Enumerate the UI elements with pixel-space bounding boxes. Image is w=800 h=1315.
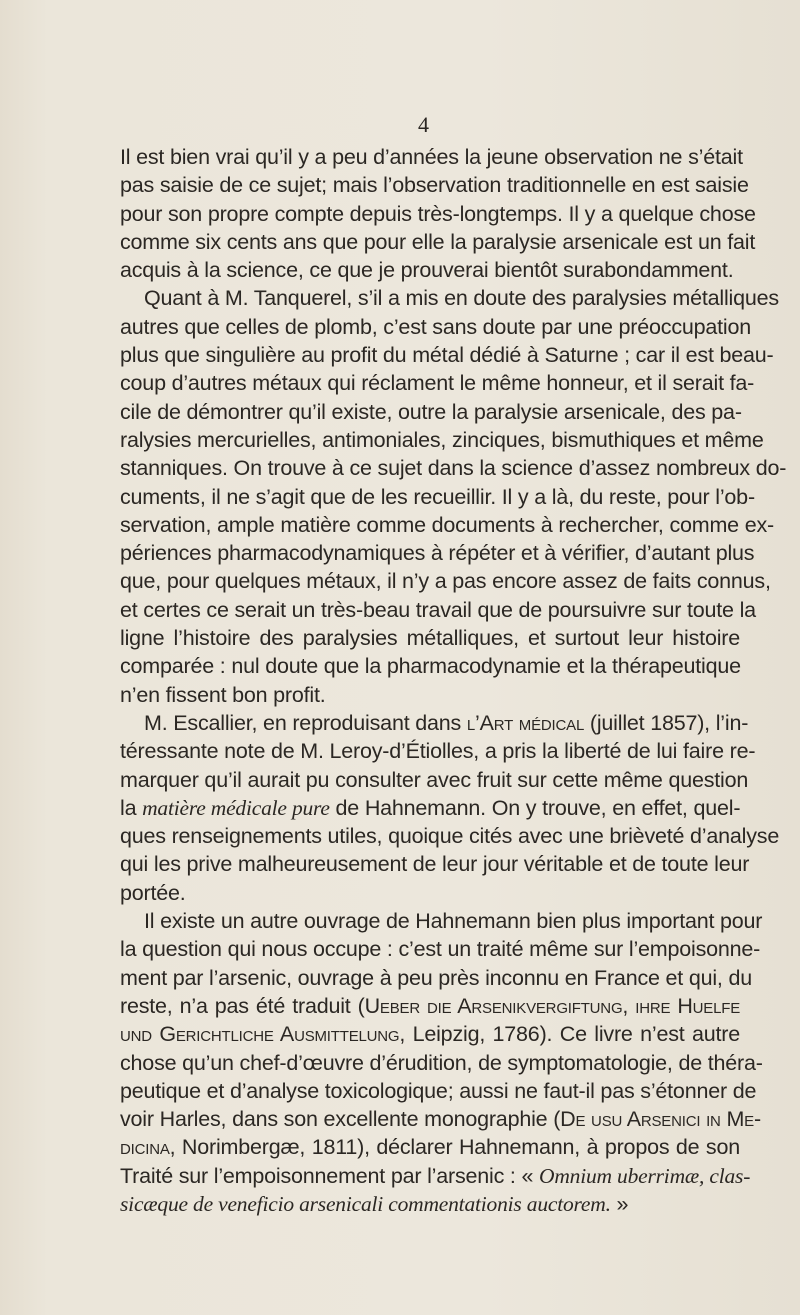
text-run: plus que singulière au profit du métal dédié à Saturne ; car il est beau- bbox=[120, 343, 774, 368]
text-line bbox=[120, 511, 774, 539]
text-run: Il est bien vrai qu’il y a peu d’années la jeune observation ne s’était bbox=[120, 145, 743, 169]
text-line bbox=[120, 1020, 740, 1048]
text-run: ligne l’histoire des paralysies métalliques, et surtout leur histoire bbox=[120, 626, 740, 651]
italic-text: matière médicale pure bbox=[142, 795, 330, 820]
text-run: servation, ample matière comme documents à rechercher, comme ex- bbox=[120, 512, 774, 537]
text-line bbox=[120, 624, 740, 652]
text-run: Quant à M. Tanquerel, s’il a mis en doute des paralysies métalliques bbox=[144, 286, 779, 311]
text-run: , Leipzig, 1786). Ce livre n’est autre bbox=[399, 1022, 740, 1047]
text-line bbox=[120, 426, 764, 454]
paragraph bbox=[120, 709, 780, 907]
small-caps-text: l’Art médical bbox=[466, 710, 585, 735]
text-line bbox=[120, 652, 740, 680]
text-run: stanniques. On trouve à ce sujet dans la science d’assez nombreux do- bbox=[120, 456, 787, 481]
text-run: n’en fissent bon profit. bbox=[120, 682, 326, 707]
text-line bbox=[120, 228, 756, 256]
text-line bbox=[120, 454, 787, 482]
text-line bbox=[120, 822, 780, 850]
text-run: marquer qu’il aurait pu consulter avec fruit sur cette même question bbox=[120, 767, 749, 792]
text-line bbox=[120, 681, 740, 709]
text-run: comparée : nul doute que la pharmacodynamie et la thérapeutique bbox=[120, 654, 741, 679]
text-run: acquis à la science, ce que je prouverai bientôt surabondamment. bbox=[120, 258, 734, 283]
italic-text: Omnium uberrimæ, clas- bbox=[539, 1163, 751, 1188]
small-caps-text: und Gerichtliche Ausmittelung bbox=[120, 1022, 400, 1047]
text-run: pas saisie de ce sujet; mais l’observation traditionnelle en est saisie bbox=[120, 173, 749, 198]
text-run: cile de démontrer qu’il existe, outre la paralysie arsenicale, des pa- bbox=[120, 399, 742, 424]
small-caps-text: dicina bbox=[120, 1135, 170, 1160]
text-line bbox=[120, 284, 779, 312]
text-run: chose qu’un chef-d’œuvre d’érudition, de symptomatologie, de théra- bbox=[120, 1050, 763, 1075]
text-line bbox=[120, 794, 740, 822]
small-caps-text: Ueber die Arsenikvergiftung, ihre Huelfe bbox=[364, 993, 740, 1018]
text-run: la question qui nous occupe : c’est un traité même sur l’empoisonne- bbox=[120, 937, 761, 962]
body-text bbox=[120, 143, 787, 1218]
text-run: cuments, il ne s’agit que de les recueillir. Il y a là, du reste, pour l’ob- bbox=[120, 484, 755, 509]
text-line bbox=[120, 1190, 740, 1218]
text-run: pour son propre compte depuis très-longtemps. Il y a quelque chose bbox=[120, 201, 756, 226]
text-run: Il existe un autre ouvrage de Hahnemann bien plus important pour bbox=[144, 909, 763, 934]
text-run: peutique et d’analyse toxicologique; aussi ne faut-il pas s’étonner de bbox=[120, 1078, 757, 1103]
text-line bbox=[120, 341, 774, 369]
text-line bbox=[120, 369, 755, 397]
text-line bbox=[120, 483, 755, 511]
text-line bbox=[120, 143, 743, 171]
text-line bbox=[120, 1133, 740, 1161]
text-line bbox=[120, 398, 740, 426]
text-run: téressante note de M. Leroy-d’Étiolles, a pris la liberté de lui faire re- bbox=[120, 739, 756, 764]
text-line bbox=[120, 766, 749, 794]
text-line bbox=[120, 1049, 763, 1077]
text-line bbox=[120, 1162, 751, 1190]
text-run: voir Harles, dans son excellente monographie ( bbox=[120, 1107, 561, 1132]
text-run: coup d’autres métaux qui réclament le même honneur, et il serait fa- bbox=[120, 371, 755, 396]
text-line bbox=[120, 935, 761, 963]
text-run: ralysies mercurielles, antimoniales, zinciques, bismuthiques et même bbox=[120, 427, 764, 452]
text-run: de Hahnemann. On y trouve, en effet, quel- bbox=[329, 795, 741, 820]
text-line bbox=[120, 850, 750, 878]
text-line bbox=[120, 737, 756, 765]
text-run: Traité sur l’empoisonnement par l’arsenic : « bbox=[120, 1163, 539, 1188]
text-run: autres que celles de plomb, c’est sans doute par une préoccupation bbox=[120, 314, 752, 339]
text-line bbox=[120, 256, 740, 284]
page-number: 4 bbox=[418, 112, 429, 137]
text-run: et certes ce serait un très-beau travail que de poursuivre sur toute la bbox=[120, 597, 756, 622]
italic-text: sicæque de veneficio arsenicali commentationis auctorem. bbox=[120, 1191, 611, 1216]
text-line bbox=[120, 1077, 757, 1105]
text-run: qui les prive malheureusement de leur jour véritable et de toute leur bbox=[120, 852, 750, 877]
text-run: comme six cents ans que pour elle la paralysie arsenicale est un fait bbox=[120, 229, 756, 254]
text-run: la bbox=[120, 795, 143, 820]
text-line bbox=[120, 313, 752, 341]
text-run: ment par l’arsenic, ouvrage à peu près inconnu en France et qui, du bbox=[120, 965, 752, 990]
text-run: (juillet 1857), l’in- bbox=[584, 710, 749, 735]
text-line bbox=[120, 964, 752, 992]
text-run: M. Escallier, en reproduisant dans bbox=[144, 710, 467, 735]
paragraph bbox=[120, 143, 756, 284]
text-run: portée. bbox=[120, 880, 186, 905]
text-line bbox=[120, 567, 771, 595]
text-line bbox=[120, 879, 740, 907]
text-line bbox=[120, 992, 740, 1020]
text-run: reste, n’a pas été traduit ( bbox=[120, 993, 365, 1018]
paragraph bbox=[120, 907, 763, 1218]
small-caps-text: De usu Arsenici in Me- bbox=[560, 1107, 761, 1132]
text-line bbox=[120, 539, 755, 567]
text-run: , Norimbergæ, 1811), déclarer Hahnemann, à propos de son bbox=[169, 1135, 740, 1160]
text-run: ques renseignements utiles, quoique cités avec une brièveté d’analyse bbox=[120, 824, 780, 849]
text-line bbox=[120, 596, 756, 624]
text-run: périences pharmacodynamiques à répéter et à vérifier, d’autant plus bbox=[120, 541, 755, 566]
text-run: » bbox=[610, 1191, 629, 1216]
text-line bbox=[120, 200, 756, 228]
text-line bbox=[120, 709, 749, 737]
text-line bbox=[120, 1105, 761, 1133]
text-run: que, pour quelques métaux, il n’y a pas encore assez de faits connus, bbox=[120, 569, 771, 594]
paragraph bbox=[120, 284, 787, 708]
text-line bbox=[120, 171, 749, 199]
text-line bbox=[120, 907, 763, 935]
